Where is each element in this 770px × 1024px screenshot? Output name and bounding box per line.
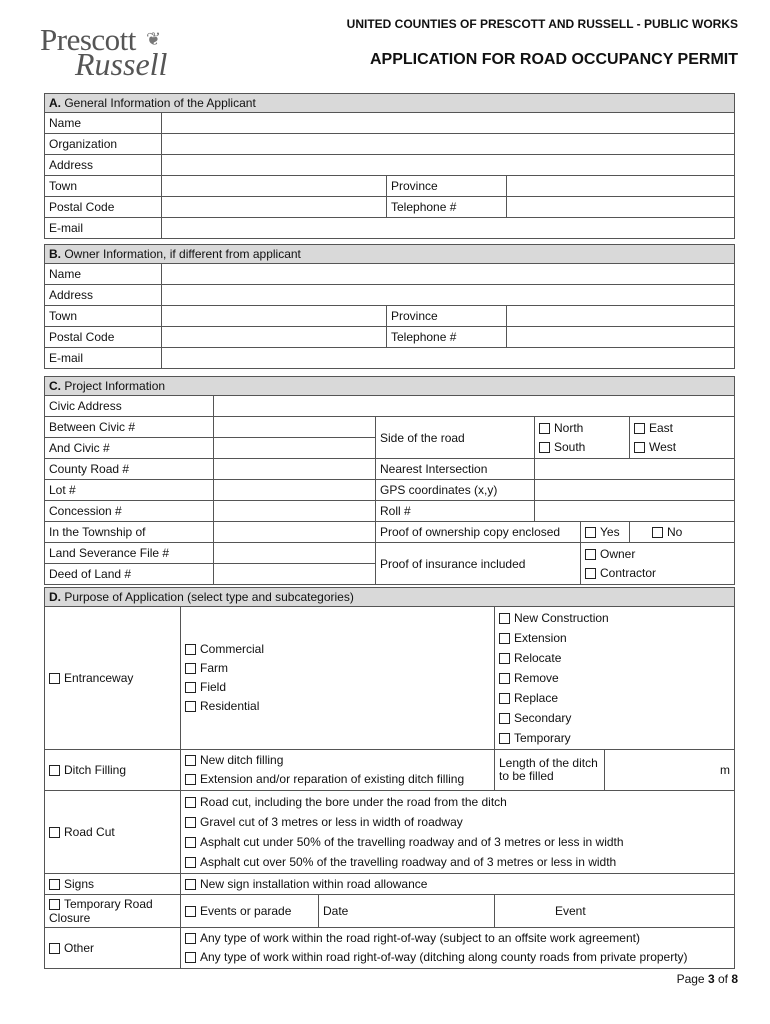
label-nearest-intersection: Nearest Intersection — [376, 459, 535, 480]
label-length-ditch: Length of the ditch to be filled — [495, 750, 605, 791]
input-between-civic[interactable] — [214, 417, 376, 438]
checkbox-replace[interactable]: Replace — [499, 688, 730, 708]
checkbox-secondary[interactable]: Secondary — [499, 708, 730, 728]
label-owner-telephone: Telephone # — [387, 327, 507, 348]
checkbox-field[interactable]: Field — [185, 678, 490, 697]
input-county-road[interactable] — [214, 459, 376, 480]
label-address: Address — [45, 155, 162, 176]
section-b-header: B. Owner Information, if different from applicant — [45, 245, 735, 264]
unit-m: m — [720, 763, 731, 777]
input-date[interactable] — [319, 895, 495, 928]
entrance-types — [181, 607, 495, 750]
input-name[interactable] — [162, 113, 735, 134]
option-signs[interactable]: Signs — [45, 874, 181, 895]
label-owner-address: Address — [45, 285, 162, 306]
label-and-civic: And Civic # — [45, 438, 214, 459]
side-north-south — [535, 417, 630, 459]
section-a-table — [44, 93, 735, 239]
page-number: Page 3 of 8 — [676, 972, 738, 986]
input-telephone[interactable] — [507, 197, 735, 218]
label-email: E-mail — [45, 218, 162, 239]
checkbox-new-sign[interactable]: New sign installation within road allowance — [181, 874, 735, 895]
checkbox-other-ditching[interactable]: Any type of work within road right-of-way (ditching along county roads from private property) — [185, 948, 730, 967]
input-email[interactable] — [162, 218, 735, 239]
input-length-ditch[interactable] — [605, 750, 735, 791]
option-temp-closure[interactable]: Temporary Road Closure — [45, 895, 181, 928]
section-d-header: D. Purpose of Application (select type and subcategories) — [45, 588, 735, 607]
checkbox-farm[interactable]: Farm — [185, 659, 490, 678]
section-b-table — [44, 244, 735, 369]
logo-prescott: Prescott — [40, 22, 136, 57]
label-county-road: County Road # — [45, 459, 214, 480]
input-owner-address[interactable] — [162, 285, 735, 306]
input-gps[interactable] — [535, 480, 735, 501]
ditch-options — [181, 750, 495, 791]
label-event: Event — [555, 904, 586, 918]
label-owner-province: Province — [387, 306, 507, 327]
label-lot: Lot # — [45, 480, 214, 501]
input-organization[interactable] — [162, 134, 735, 155]
input-address[interactable] — [162, 155, 735, 176]
checkbox-south[interactable]: South — [539, 438, 625, 457]
other-options — [181, 928, 735, 969]
option-ditch-filling[interactable]: Ditch Filling — [45, 750, 181, 791]
checkbox-relocate[interactable]: Relocate — [499, 648, 730, 668]
label-deed: Deed of Land # — [45, 564, 214, 585]
input-township[interactable] — [214, 522, 376, 543]
checkbox-road-cut-bore[interactable]: Road cut, including the bore under the road from the ditch — [185, 792, 730, 812]
label-town: Town — [45, 176, 162, 197]
checkbox-asphalt-over[interactable]: Asphalt cut over 50% of the travelling roadway and of 3 metres or less in width — [185, 852, 730, 872]
label-township: In the Township of — [45, 522, 214, 543]
label-province: Province — [387, 176, 507, 197]
label-concession: Concession # — [45, 501, 214, 522]
entrance-actions — [495, 607, 735, 750]
option-entranceway[interactable]: Entranceway — [45, 607, 181, 750]
label-roll: Roll # — [376, 501, 535, 522]
side-east-west — [630, 417, 735, 459]
option-other[interactable]: Other — [45, 928, 181, 969]
label-gps: GPS coordinates (x,y) — [376, 480, 535, 501]
organization-name: UNITED COUNTIES OF PRESCOTT AND RUSSELL - PUBLIC WORKS — [346, 17, 738, 31]
input-owner-postal[interactable] — [162, 327, 387, 348]
label-between-civic: Between Civic # — [45, 417, 214, 438]
label-proof-insurance: Proof of insurance included — [376, 543, 581, 585]
checkbox-contractor[interactable]: Contractor — [585, 564, 730, 583]
logo-russell: Russell — [75, 46, 168, 82]
checkbox-commercial[interactable]: Commercial — [185, 640, 490, 659]
input-owner-town[interactable] — [162, 306, 387, 327]
checkbox-asphalt-under[interactable]: Asphalt cut under 50% of the travelling roadway and of 3 metres or less in width — [185, 832, 730, 852]
label-organization: Organization — [45, 134, 162, 155]
input-land-severance[interactable] — [214, 543, 376, 564]
label-proof-ownership: Proof of ownership copy enclosed — [376, 522, 581, 543]
label-owner-email: E-mail — [45, 348, 162, 369]
label-telephone: Telephone # — [387, 197, 507, 218]
checkbox-new-construction[interactable]: New Construction — [499, 608, 730, 628]
checkbox-extension[interactable]: Extension — [499, 628, 730, 648]
section-d-table — [44, 587, 735, 969]
maple-leaf-icon: ❦ — [146, 29, 162, 49]
checkbox-no[interactable]: No — [630, 522, 735, 543]
input-event[interactable] — [495, 895, 735, 928]
checkbox-east[interactable]: East — [634, 419, 730, 438]
input-deed[interactable] — [214, 564, 376, 585]
section-c-table — [44, 376, 735, 585]
section-c-header: C. Project Information — [45, 377, 735, 396]
checkbox-gravel-cut[interactable]: Gravel cut of 3 metres or less in width of roadway — [185, 812, 730, 832]
checkbox-new-ditch[interactable]: New ditch filling — [185, 751, 490, 770]
input-nearest-intersection[interactable] — [535, 459, 735, 480]
input-owner-name[interactable] — [162, 264, 735, 285]
label-civic-address: Civic Address — [45, 396, 214, 417]
checkbox-residential[interactable]: Residential — [185, 697, 490, 716]
input-postal[interactable] — [162, 197, 387, 218]
input-lot[interactable] — [214, 480, 376, 501]
checkbox-yes[interactable]: Yes — [581, 522, 630, 543]
option-road-cut[interactable]: Road Cut — [45, 791, 181, 874]
input-town[interactable] — [162, 176, 387, 197]
label-name: Name — [45, 113, 162, 134]
checkbox-events[interactable]: Events or parade — [181, 895, 319, 928]
checkbox-ext-ditch[interactable]: Extension and/or reparation of existing ditch filling — [185, 770, 490, 789]
label-land-severance: Land Severance File # — [45, 543, 214, 564]
input-and-civic[interactable] — [214, 438, 376, 459]
form-title: APPLICATION FOR ROAD OCCUPANCY PERMIT — [369, 51, 738, 68]
checkbox-other-offsite[interactable]: Any type of work within the road right-of-way (subject to an offsite work agreement) — [185, 929, 730, 948]
label-owner-name: Name — [45, 264, 162, 285]
label-side-of-road: Side of the road — [376, 417, 535, 459]
input-concession[interactable] — [214, 501, 376, 522]
input-owner-email[interactable] — [162, 348, 735, 369]
checkbox-remove[interactable]: Remove — [499, 668, 730, 688]
label-postal: Postal Code — [45, 197, 162, 218]
input-civic-address[interactable] — [214, 396, 735, 417]
checkbox-north[interactable]: North — [539, 419, 625, 438]
section-a-header: A. General Information of the Applicant — [45, 94, 735, 113]
road-cut-options — [181, 791, 735, 874]
input-owner-province[interactable] — [507, 306, 735, 327]
checkbox-owner[interactable]: Owner — [585, 545, 730, 564]
checkbox-temporary[interactable]: Temporary — [499, 728, 730, 748]
label-date: Date — [323, 904, 349, 918]
input-roll[interactable] — [535, 501, 735, 522]
label-owner-town: Town — [45, 306, 162, 327]
insurance-options — [581, 543, 735, 585]
input-owner-telephone[interactable] — [507, 327, 735, 348]
label-owner-postal: Postal Code — [45, 327, 162, 348]
checkbox-west[interactable]: West — [634, 438, 730, 457]
input-province[interactable] — [507, 176, 735, 197]
